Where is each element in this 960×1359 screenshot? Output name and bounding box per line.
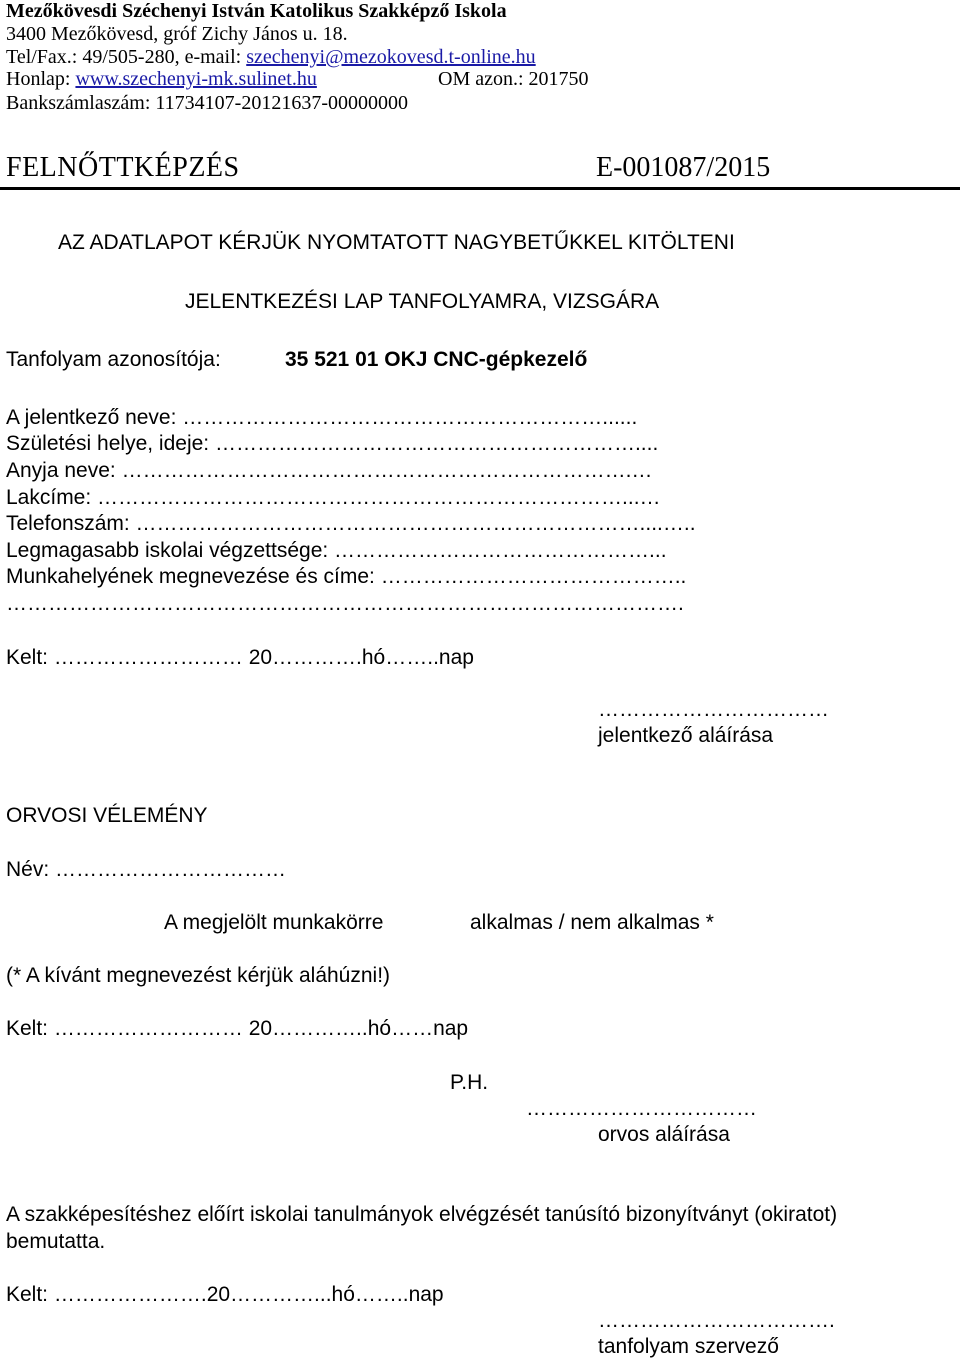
bank-account: Bankszámlaszám: 11734107-20121637-00000000 — [6, 92, 408, 114]
field-applicant-name[interactable]: A jelentkező neve: ……………………………………………………...... — [6, 406, 638, 429]
field-workplace-continued[interactable]: ……………………………………………………………………………………. — [6, 592, 684, 615]
homepage-line — [6, 68, 317, 90]
instruction-text: AZ ADATLAPOT KÉRJÜK NYOMTATOTT NAGYBETŰKKEL KITÖLTENI — [58, 231, 735, 254]
contact-line — [6, 46, 536, 68]
stamp-label: P.H. — [450, 1071, 489, 1094]
field-birth-place-date[interactable]: Születési helye, ideje: …………………………………………………….... — [6, 432, 659, 455]
applicant-signature-line[interactable]: …………………………… — [598, 698, 829, 721]
om-id: OM azon.: 201750 — [438, 68, 589, 90]
homepage-label: Honlap: — [6, 68, 76, 90]
organizer-signature-label: tanfolyam szervező — [598, 1335, 779, 1358]
form-title: JELENTKEZÉSI LAP TANFOLYAMRA, VIZSGÁRA — [185, 290, 660, 313]
course-label: Tanfolyam azonosítója: — [6, 348, 221, 371]
medical-note: (* A kívánt megnevezést kérjük aláhúzni!) — [6, 964, 391, 987]
field-workplace[interactable]: Munkahelyének megnevezése és címe: …………………………………….. — [6, 565, 687, 588]
doctor-signature-label: orvos aláírása — [598, 1123, 730, 1146]
medical-date[interactable]: Kelt: ……………………… 20…………..hó……nap — [6, 1017, 469, 1040]
organizer-date[interactable]: Kelt: ………………….20…………...hó……..nap — [6, 1283, 444, 1306]
field-education[interactable]: Legmagasabb iskolai végzettsége: ………………………………………... — [6, 539, 667, 562]
school-name: Mezőkövesdi Széchenyi István Katolikus Szakképző Iskola — [6, 0, 507, 22]
certificate-text-line2: bemutatta. — [6, 1230, 106, 1253]
applicant-date[interactable]: Kelt: ……………………… 20………….hó……..nap — [6, 646, 474, 669]
section-title: FELNŐTTKÉPZÉS — [6, 152, 240, 183]
homepage-link[interactable]: www.szechenyi-mk.sulinet.hu — [75, 68, 317, 90]
header-divider — [0, 187, 960, 190]
field-address[interactable]: Lakcíme: …………………………………………………………………...… — [6, 486, 661, 509]
medical-statement-right: alkalmas / nem alkalmas * — [470, 911, 714, 934]
field-phone[interactable]: Telefonszám: ………………………………………………………………....….. — [6, 512, 696, 535]
medical-statement-left: A megjelölt munkakörre — [164, 911, 384, 934]
applicant-signature-label: jelentkező aláírása — [598, 724, 774, 747]
telfax-label: Tel/Fax.: 49/505-280, e-mail: — [6, 46, 247, 68]
doctor-signature-line[interactable]: …………………………… — [526, 1097, 757, 1120]
medical-title: ORVOSI VÉLEMÉNY — [6, 804, 208, 827]
field-mother-name[interactable]: Anyja neve: ……………………………………………………………….… — [6, 459, 653, 482]
certificate-text-line1: A szakképesítéshez előírt iskolai tanulmányok elvégzését tanúsító bizonyítványt (okiratot) — [6, 1203, 838, 1226]
school-address: 3400 Mezőkövesd, gróf Zichy János u. 18. — [6, 23, 348, 45]
course-value: 35 521 01 OKJ CNC-gépkezelő — [285, 348, 588, 371]
organizer-signature-line[interactable]: ……………………………. — [598, 1309, 835, 1332]
medical-name-field[interactable]: Név: …………………………… — [6, 858, 287, 881]
email-link[interactable]: szechenyi@mezokovesd.t-online.hu — [246, 46, 536, 68]
registration-number: E-001087/2015 — [596, 152, 771, 183]
